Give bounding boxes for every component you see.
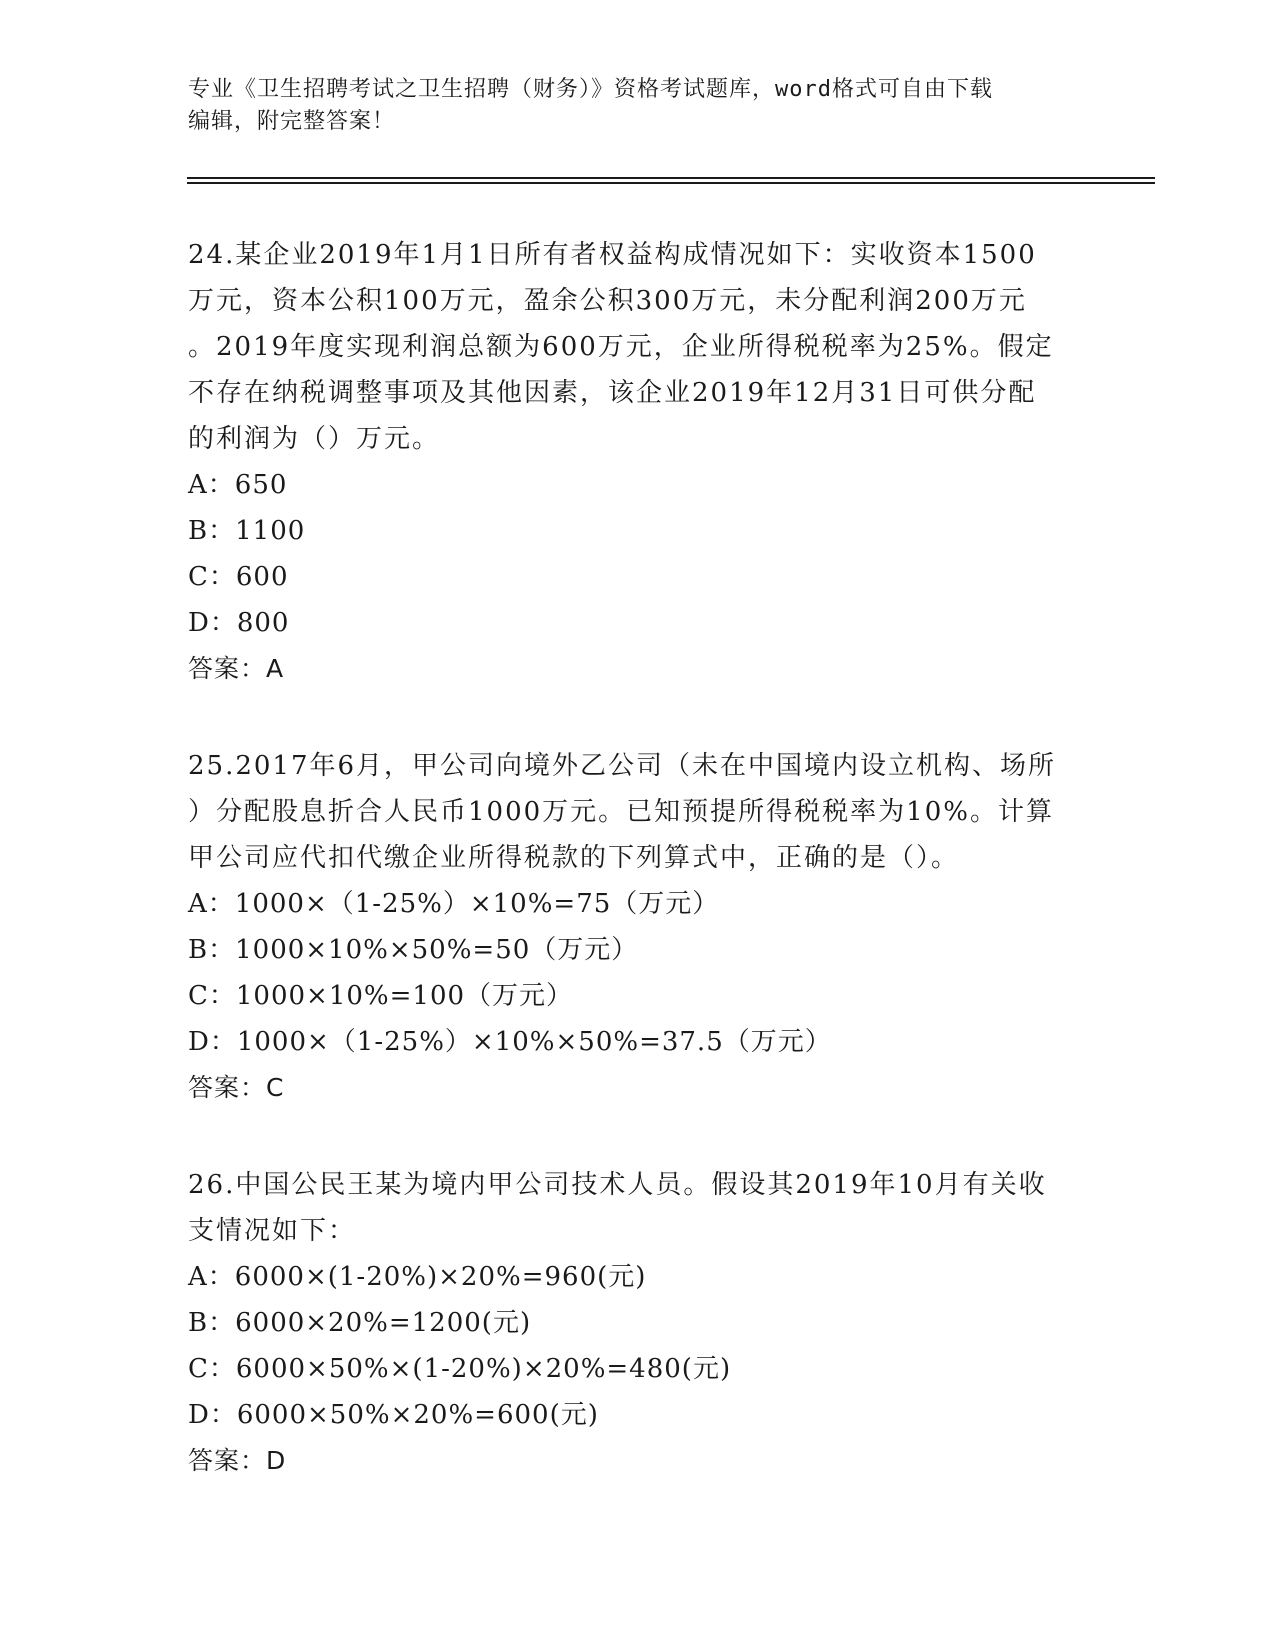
- question-25: [188, 743, 1088, 1111]
- option-b: B：1000×10%×50%=50（万元）: [188, 935, 639, 965]
- option-a: A：650: [188, 470, 288, 500]
- question-24: [188, 232, 1088, 692]
- option-a: A：1000×（1-25%）×10%=75（万元）: [188, 889, 720, 919]
- option-b: B：1100: [188, 516, 306, 546]
- option-c: C：600: [188, 562, 289, 592]
- option-a: A：6000×(1-20%)×20%=960(元): [188, 1262, 647, 1292]
- page-header: 专业《卫生招聘考试之卫生招聘（财务）》资格考试题库，word格式可自由下载 编辑，附完整答案！: [188, 77, 993, 134]
- option-c: C：6000×50%×(1-20%)×20%=480(元): [188, 1354, 732, 1384]
- answer: 答案：A: [188, 654, 285, 683]
- option-d: D：6000×50%×20%=600(元): [188, 1400, 599, 1430]
- option-d: D：1000×（1-25%）×10%×50%=37.5（万元）: [188, 1027, 832, 1057]
- header-rule-bottom: [187, 182, 1155, 184]
- header-rule-top: [187, 177, 1155, 179]
- question-26: [188, 1162, 1088, 1484]
- answer: 答案：C: [188, 1073, 285, 1102]
- question-stem: 24.某企业2019年1月1日所有者权益构成情况如下：实收资本1500 万元，资本公积100万元，盈余公积300万元，未分配利润200万元 。2019年度实现利润总额为600万元，企业所得税税率为25%。假定 不存在纳税调整事项及其他因素，该企业2019年12月31日可供分配 的利润为（）万元。: [188, 240, 1054, 454]
- answer: 答案：D: [188, 1446, 287, 1475]
- option-c: C：1000×10%=100（万元）: [188, 981, 574, 1011]
- option-b: B：6000×20%=1200(元): [188, 1308, 532, 1338]
- question-stem: 26.中国公民王某为境内甲公司技术人员。假设其2019年10月有关收 支情况如下：: [188, 1170, 1047, 1246]
- option-d: D：800: [188, 608, 290, 638]
- question-stem: 25.2017年6月，甲公司向境外乙公司（未在中国境内设立机构、场所 ）分配股息折合人民币1000万元。已知预提所得税税率为10%。计算 甲公司应代扣代缴企业所得税款的下列算式中，正确的是（）。: [188, 751, 1057, 873]
